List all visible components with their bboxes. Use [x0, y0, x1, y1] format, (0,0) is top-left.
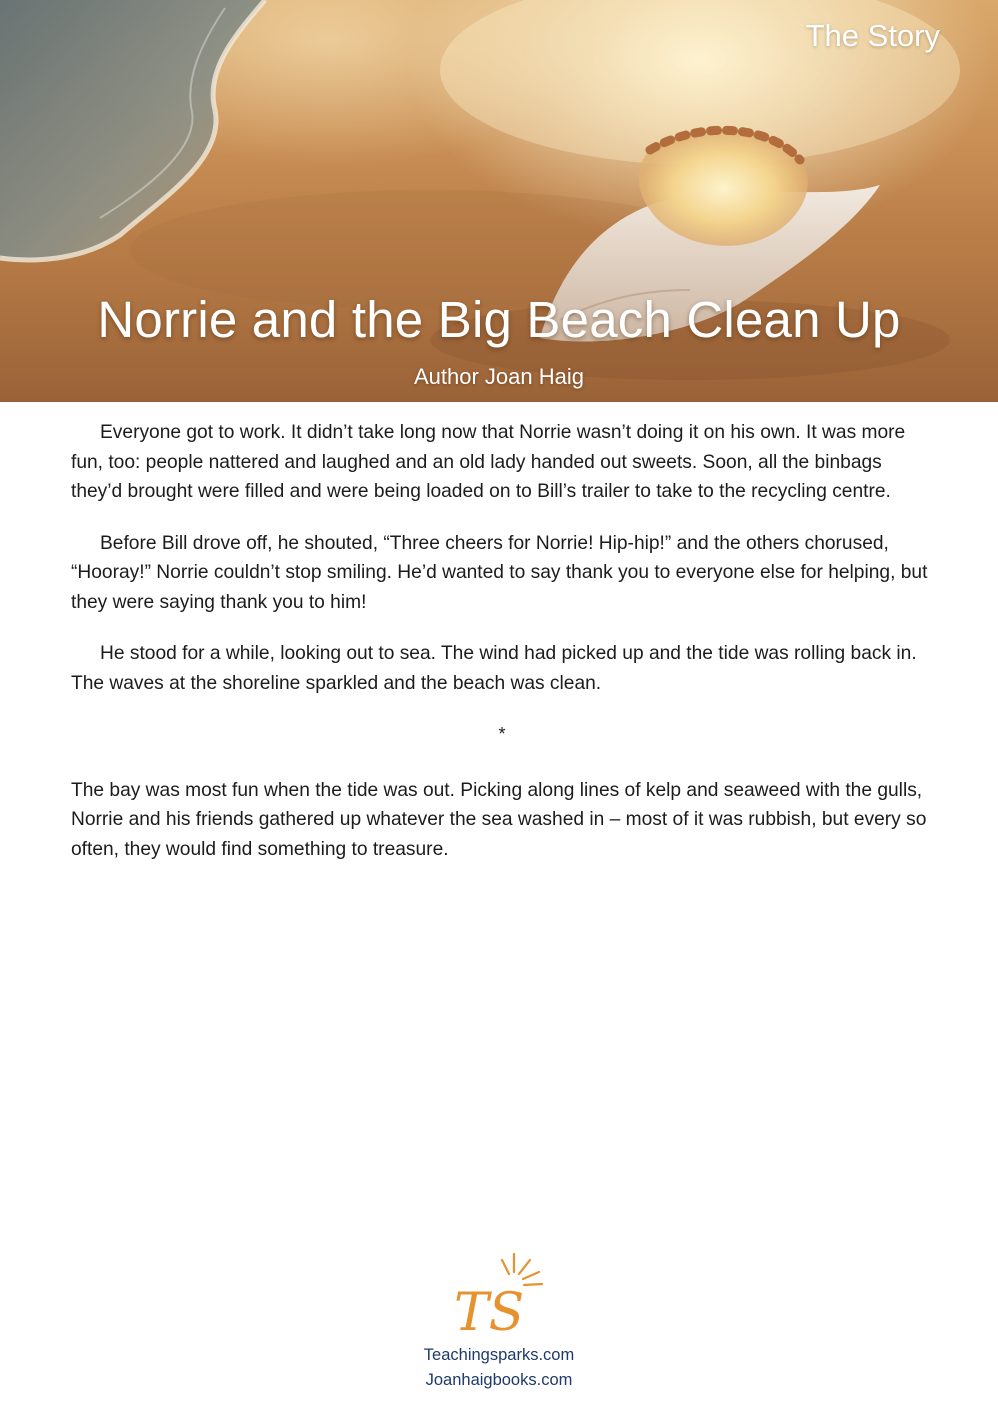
section-separator: * — [498, 724, 506, 744]
story-paragraph: He stood for a while, looking out to sea. The wind had picked up and the tide was rolling back in. The waves at the shoreline sparkled and the beach was clean. — [71, 643, 917, 694]
story-paragraph: Everyone got to work. It didn’t take long now that Norrie wasn’t doing it on his own. It was more fun, too: people nattered and laughed and an old lady handed out sweets. Soon, all the binbags they’d brought were filled and were being loaded on to Bill’s trailer to take to the recycling centre. — [71, 422, 906, 502]
logo-letters: TS — [454, 1283, 525, 1338]
joanhaigbooks-link[interactable]: Joanhaigbooks.com — [425, 1371, 573, 1389]
teachingsparks-link[interactable]: Teachingsparks.com — [423, 1346, 575, 1364]
teaching-sparks-logo-icon — [444, 1246, 554, 1338]
footer — [0, 1246, 998, 1393]
page-title: Norrie and the Big Beach Clean Up — [97, 291, 901, 348]
story-text — [71, 418, 933, 886]
section-label: The Story — [805, 18, 940, 53]
story-paragraph: Before Bill drove off, he shouted, “Three cheers for Norrie! Hip-hip!” and the others chorused, “Hooray!” Norrie couldn’t stop smiling. He’d wanted to say thank you to everyone else for helping, but they were saying thank you to him! — [71, 532, 928, 613]
story-paragraph: The bay was most fun when the tide was out. Picking along lines of kelp and seaweed with the gulls, Norrie and his friends gathered up whatever the sea washed in – most of it was rubbish, but every so often, they would find something to treasure. — [71, 779, 927, 860]
header-banner — [0, 0, 998, 402]
author-line: Author Joan Haig — [414, 364, 584, 389]
